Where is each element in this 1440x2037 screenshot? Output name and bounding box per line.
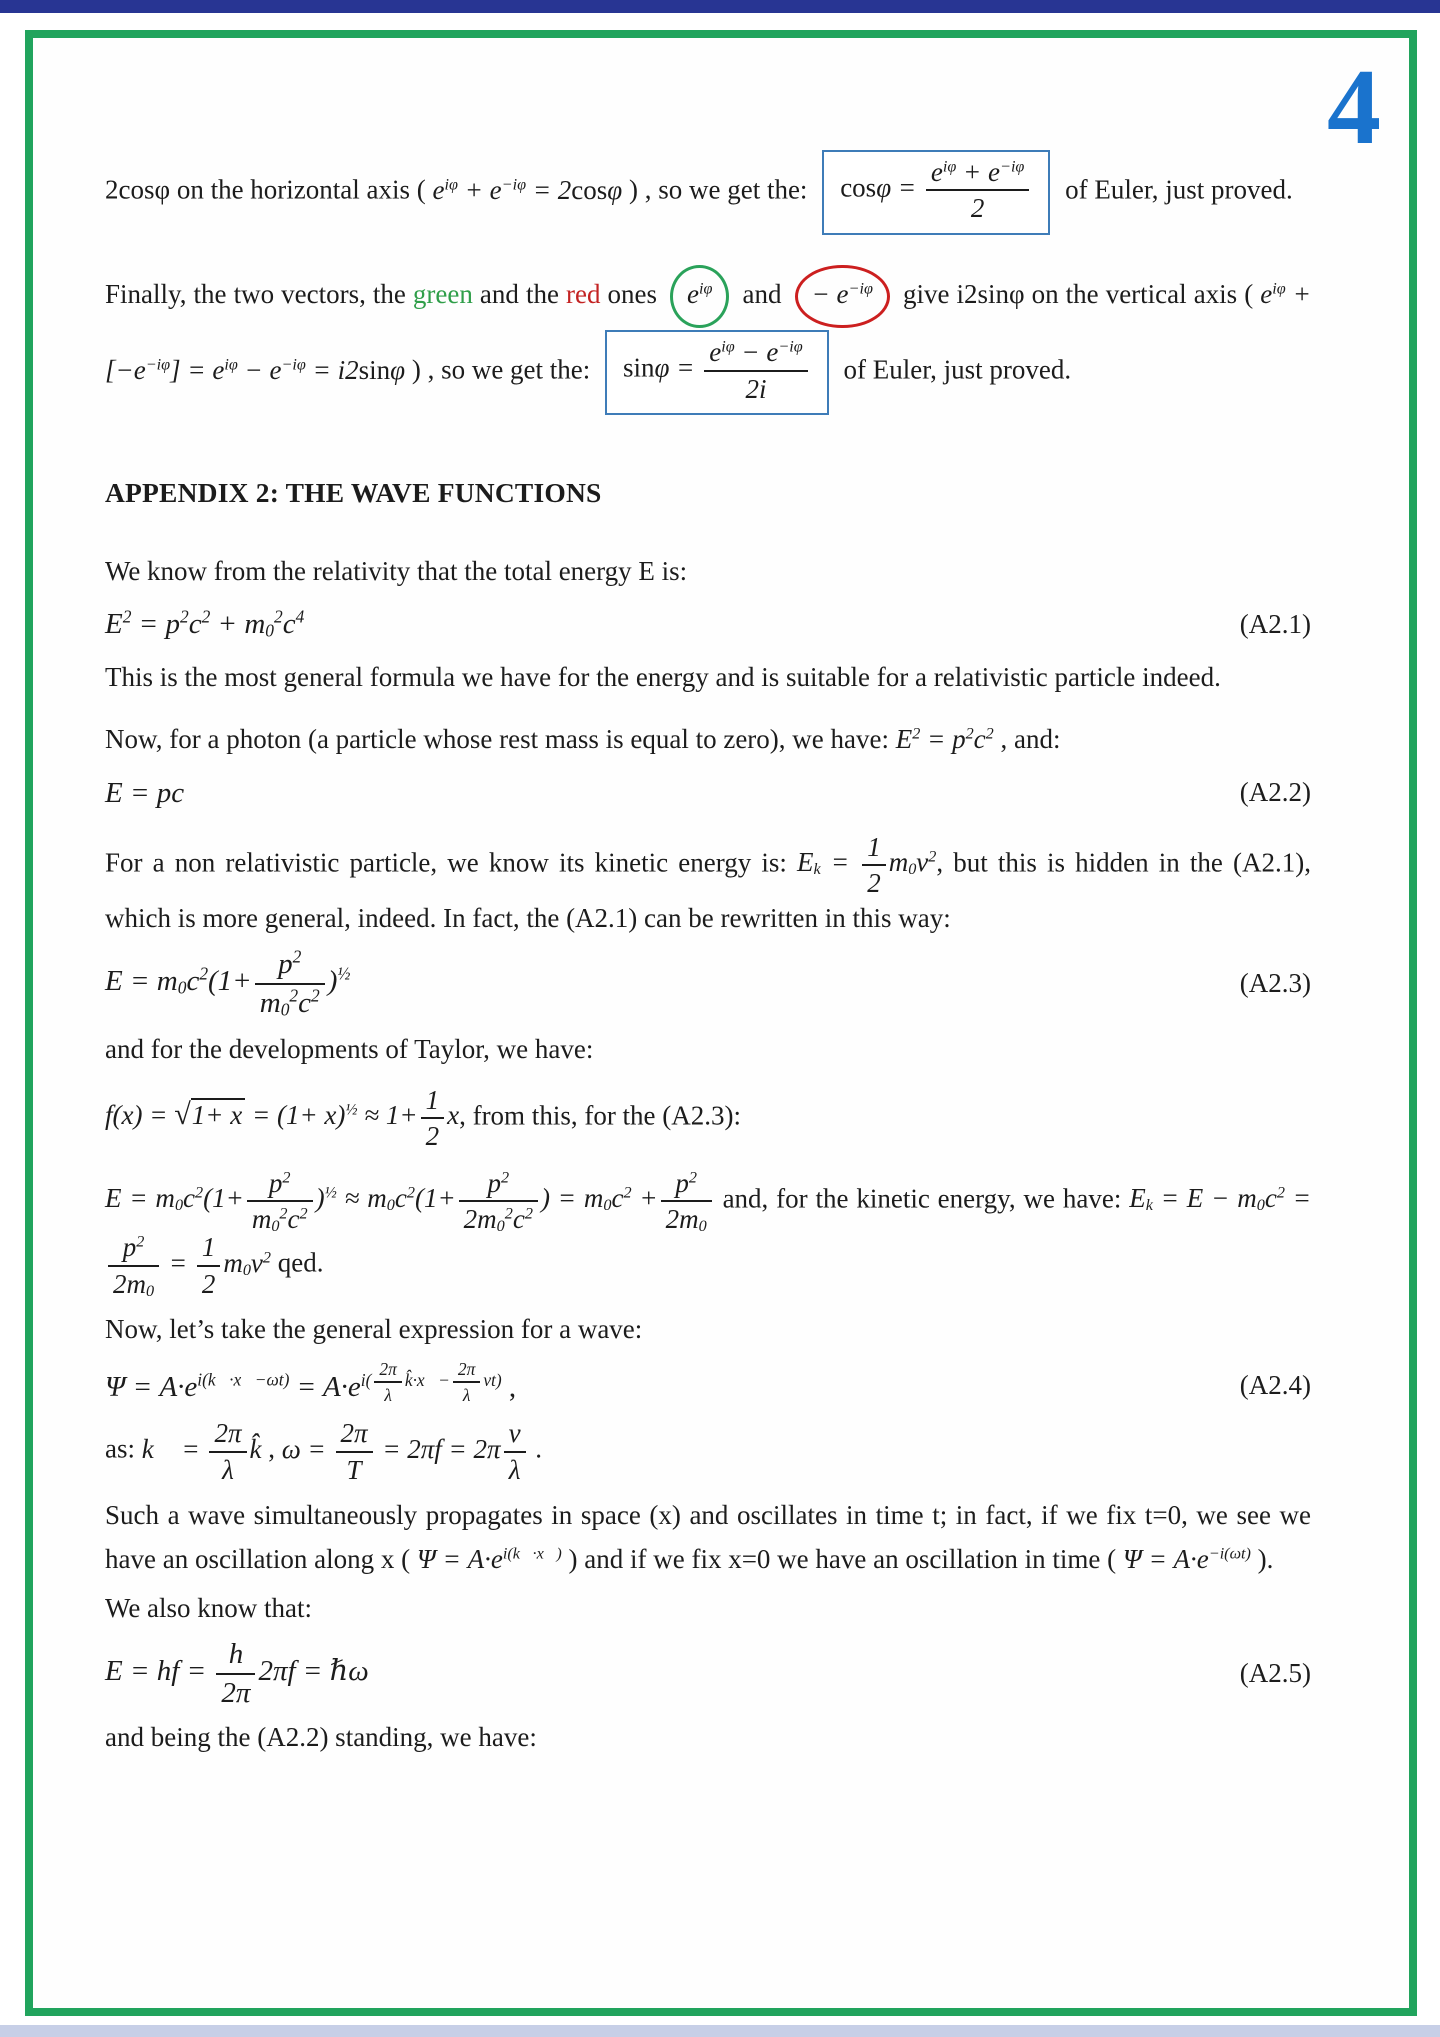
equation-body xyxy=(105,601,1220,648)
fraction xyxy=(453,1360,480,1405)
fraction-denominator: 2π xyxy=(221,1676,251,1709)
text-run: of Euler, just proved. xyxy=(1058,174,1293,205)
text-run: red xyxy=(565,278,601,309)
fraction-numerator: 1 xyxy=(862,833,886,866)
square-root xyxy=(174,1097,245,1132)
fraction xyxy=(862,833,886,898)
inline-math: $e^{i\varphi} + [-e^{-i\varphi}] = e^{i\varphi} - e^{-i\varphi} = i2\sin\varphi$ xyxy=(105,278,1311,385)
fraction-numerator: $p^2$ xyxy=(255,949,325,984)
text-run: as: xyxy=(105,1433,142,1464)
para-being-a22 xyxy=(105,1716,1311,1760)
fraction-denominator: $2m_0^2c^2$ xyxy=(463,1203,533,1236)
fraction xyxy=(255,946,325,1020)
text-run: and, for the kinetic energy, we have: xyxy=(714,1183,1130,1214)
inline-math: ω = $\frac{2\pi}{T}$ = 2πf = 2π $\frac{v}{\lambda}$ xyxy=(282,1434,529,1464)
fraction xyxy=(247,1169,313,1234)
equation-label: (A2.5) xyxy=(1239,1657,1311,1688)
fraction-denominator: 2 xyxy=(867,868,881,899)
equation-a2-1 xyxy=(105,601,1311,648)
text-run: and being the (A2.2) standing, we have: xyxy=(105,1722,537,1753)
boxed-formula: sinφ = $\frac{e^{i\varphi} - e^{-i\varphi}}{2i}$ xyxy=(605,330,829,415)
para-general-formula xyxy=(105,656,1311,700)
equation-label: (A2.1) xyxy=(1239,609,1311,639)
fraction-denominator: 2i xyxy=(745,373,767,404)
fraction-numerator: 2π xyxy=(336,1419,373,1452)
text-run: green xyxy=(412,278,473,309)
inline-math: $\Psi = A\cdot e^{i(k⃗\cdot x⃗)}$ xyxy=(416,1543,562,1574)
equation-a2-2 xyxy=(105,770,1311,817)
para-sin-euler xyxy=(105,265,1311,417)
fraction-numerator: $e^{i\varphi} - e^{-i\varphi}$ xyxy=(704,338,808,371)
fraction-denominator: $m_0^2c^2$ xyxy=(251,1203,308,1236)
equation-a2-5 xyxy=(105,1639,1311,1708)
fraction xyxy=(459,1169,538,1234)
fraction xyxy=(704,338,808,403)
equation-body xyxy=(105,1639,1220,1708)
fraction-numerator: 2π xyxy=(374,1360,401,1383)
fraction-denominator: $2m_0$ xyxy=(665,1203,707,1236)
para-cos-euler xyxy=(105,148,1311,237)
text-run: , from this, for the (A2.3): xyxy=(459,1100,742,1131)
top-border-bar xyxy=(0,0,1440,13)
fraction-numerator: 2π xyxy=(209,1419,246,1452)
upright-text: sin xyxy=(623,352,655,383)
fraction-denominator: λ xyxy=(462,1384,471,1405)
fraction-numerator: 1 xyxy=(197,1233,221,1266)
inline-math: E = hf = $\frac{h}{2\pi}$ 2πf = ℏω xyxy=(105,1638,369,1709)
equation-body xyxy=(105,770,1220,817)
fraction-numerator: v xyxy=(504,1419,526,1452)
equation-label: (A2.2) xyxy=(1239,777,1311,808)
fraction-numerator: 1 xyxy=(421,1086,445,1119)
fraction xyxy=(504,1419,526,1484)
text-run: give i2sinφ on the vertical axis ( xyxy=(895,278,1261,309)
inline-math: $\Psi = A\cdot e^{-i(\omega t)}$ xyxy=(1122,1543,1251,1574)
inline-math: $E^2 = p^2c^2 + m_0^2c^4$ xyxy=(105,606,305,641)
fraction-denominator: $2m_0$ xyxy=(113,1268,155,1300)
fraction xyxy=(209,1419,246,1484)
text-run: ) and if we fix x=0 we have an oscillation in time ( xyxy=(561,1543,1123,1574)
equation-body xyxy=(105,1360,1220,1412)
text-run: ones xyxy=(600,278,665,309)
fraction xyxy=(197,1233,221,1298)
text-run: of Euler, just proved. xyxy=(836,354,1072,385)
fraction-denominator: λ xyxy=(222,1454,234,1485)
para-wave-intro xyxy=(105,1308,1311,1352)
text-run: and xyxy=(735,278,789,309)
fraction-denominator: T xyxy=(346,1454,362,1485)
text-run: , xyxy=(501,1371,517,1404)
text-run: qed. xyxy=(271,1247,324,1278)
inline-math: E = pc xyxy=(105,776,185,809)
radicand: 1+ x xyxy=(191,1098,245,1130)
page-content xyxy=(33,38,1409,1760)
fraction xyxy=(108,1233,159,1298)
text-run: Now, for a photon (a particle whose rest mass is equal to zero), we have: xyxy=(105,724,896,755)
para-photon xyxy=(105,718,1311,762)
page-number: 4 xyxy=(1327,48,1381,167)
inline-math: $E = m_0c^2(1+$ $\frac{p^2}{m_0^2c^2}$ )$^{\frac{1}{2}}$ xyxy=(105,946,351,1020)
text-run: ). xyxy=(1250,1543,1274,1574)
inline-math: $E^2 = p^2c^2$ xyxy=(895,724,994,755)
upright-text: sin xyxy=(358,354,391,385)
text-run: This is the most general formula we have for the energy and is suitable for a relativistic particle indeed. xyxy=(105,662,1221,693)
fraction xyxy=(421,1086,445,1151)
text-run: 2cosφ on the horizontal axis ( xyxy=(105,174,433,205)
text-run: , but this is hidden in the (A2.1), which is more general, indeed. In fact, the (A2.1) can be rewritten in this way: xyxy=(105,847,1311,934)
fraction-numerator: h xyxy=(216,1639,255,1674)
text-run: , and: xyxy=(993,724,1061,755)
equation-label: (A2.3) xyxy=(1239,967,1311,998)
para-taylor xyxy=(105,1086,1311,1151)
inline-math: $\Psi = A\cdot e^{i(k⃗\cdot x⃗-\omega t)} = A\cdot e^{i( \frac{2\pi}{\lambda} k̂\cdot x⃗- \frac{2\pi}{\lambda} vt)}$ xyxy=(105,1358,502,1405)
inline-math: $E = m_0c^2(1+$ $\frac{p^2}{m_0^2c^2}$ )$^{\frac{1}{2}} \approx m_0c^2(1+$ $\frac{p^2}{2m_0^2c^2}$ ) = $m_0c^2$ + $\frac{p^2}{2m_0}$ xyxy=(105,1183,715,1213)
para-know-relativity xyxy=(105,550,1311,594)
fraction-numerator: $p^2$ xyxy=(247,1169,313,1202)
text-run: For a non relativistic particle, we know its kinetic energy is: xyxy=(105,847,798,878)
para-we-also-know xyxy=(105,1587,1311,1631)
circled-formula: − $e^{-i\varphi}$ xyxy=(795,265,890,329)
para-wave-behavior xyxy=(105,1494,1311,1581)
fraction-denominator: 2 xyxy=(970,193,985,224)
inline-math: $E_k = E - m_0c^2$ = $\frac{p^2}{2m_0}$ = $\frac{1}{2}$ $m_0v^2$ xyxy=(105,1183,1311,1278)
inline-math: $f(x) = √1+ x = (1+ x)^{\frac{1}{2}} \approx 1+$ $\frac{1}{2}$ x xyxy=(105,1084,460,1152)
fraction-numerator: $p^2$ xyxy=(661,1169,712,1202)
upright-text: cos xyxy=(840,172,877,203)
text-run: ) , so we get the: xyxy=(405,354,598,385)
para-expansion xyxy=(105,1169,1311,1298)
circled-formula: $e^{i\varphi}$ xyxy=(670,265,729,329)
radical-symbol-icon: √ xyxy=(174,1097,191,1132)
text-run: and for the developments of Taylor, we have: xyxy=(105,1034,594,1065)
fraction-numerator: $p^2$ xyxy=(108,1233,159,1266)
inline-math: $e^{i\varphi} + e^{-i\varphi} = 2\cos\varphi$ xyxy=(432,174,623,205)
fraction xyxy=(374,1360,401,1405)
equation-a2-3 xyxy=(105,946,1311,1020)
equation-label: (A2.4) xyxy=(1239,1369,1311,1400)
text-run: Now, let’s take the general expression for a wave: xyxy=(105,1313,643,1344)
para-kinetic xyxy=(105,833,1311,941)
fraction-denominator: $m_0^2c^2$ xyxy=(259,985,320,1020)
fraction-numerator: $e^{i\varphi} + e^{-i\varphi}$ xyxy=(926,158,1030,191)
text-run: . xyxy=(528,1433,543,1464)
para-taylor-intro xyxy=(105,1028,1311,1072)
fraction xyxy=(661,1169,712,1234)
heading-appendix-2: APPENDIX 2: THE WAVE FUNCTIONS xyxy=(105,477,602,509)
text-run: and the xyxy=(472,278,566,309)
fraction-numerator: 2π xyxy=(453,1360,480,1383)
equation-a2-4 xyxy=(105,1360,1311,1412)
text-run: We know from the relativity that the total energy E is: xyxy=(105,555,688,586)
fraction xyxy=(926,158,1030,223)
fraction-denominator: λ xyxy=(508,1454,521,1485)
fraction-denominator: 2 xyxy=(201,1268,216,1299)
fraction xyxy=(216,1639,255,1708)
text-run: We also know that: xyxy=(105,1593,313,1624)
bottom-border-bar xyxy=(0,2025,1440,2037)
inline-math: k⃗ = $\frac{2\pi}{\lambda}$ k̂ xyxy=(141,1418,262,1485)
fraction xyxy=(336,1419,373,1484)
upright-text: cos xyxy=(571,174,608,205)
fraction-denominator: 2 xyxy=(425,1121,440,1152)
inline-math: $E_k$ = $\frac{1}{2}$ $m_0v^2$ xyxy=(797,831,937,899)
text-run: ) , so we get the: xyxy=(622,174,815,205)
fraction-numerator: $p^2$ xyxy=(459,1169,538,1202)
para-k-omega xyxy=(105,1419,1311,1484)
page-frame xyxy=(25,30,1417,2016)
fraction-denominator: λ xyxy=(384,1384,392,1405)
text-run: , xyxy=(261,1433,282,1464)
text-run: Such a wave simultaneously propagates in space (x) and oscillates in time t; in fact, if we fix t=0, we see we have an oscillation along x ( xyxy=(105,1499,1311,1574)
equation-body xyxy=(105,946,1220,1020)
text-run: Finally, the two vectors, the xyxy=(105,278,413,309)
boxed-formula: cosφ = $\frac{e^{i\varphi} + e^{-i\varphi}}{2}$ xyxy=(822,150,1050,235)
